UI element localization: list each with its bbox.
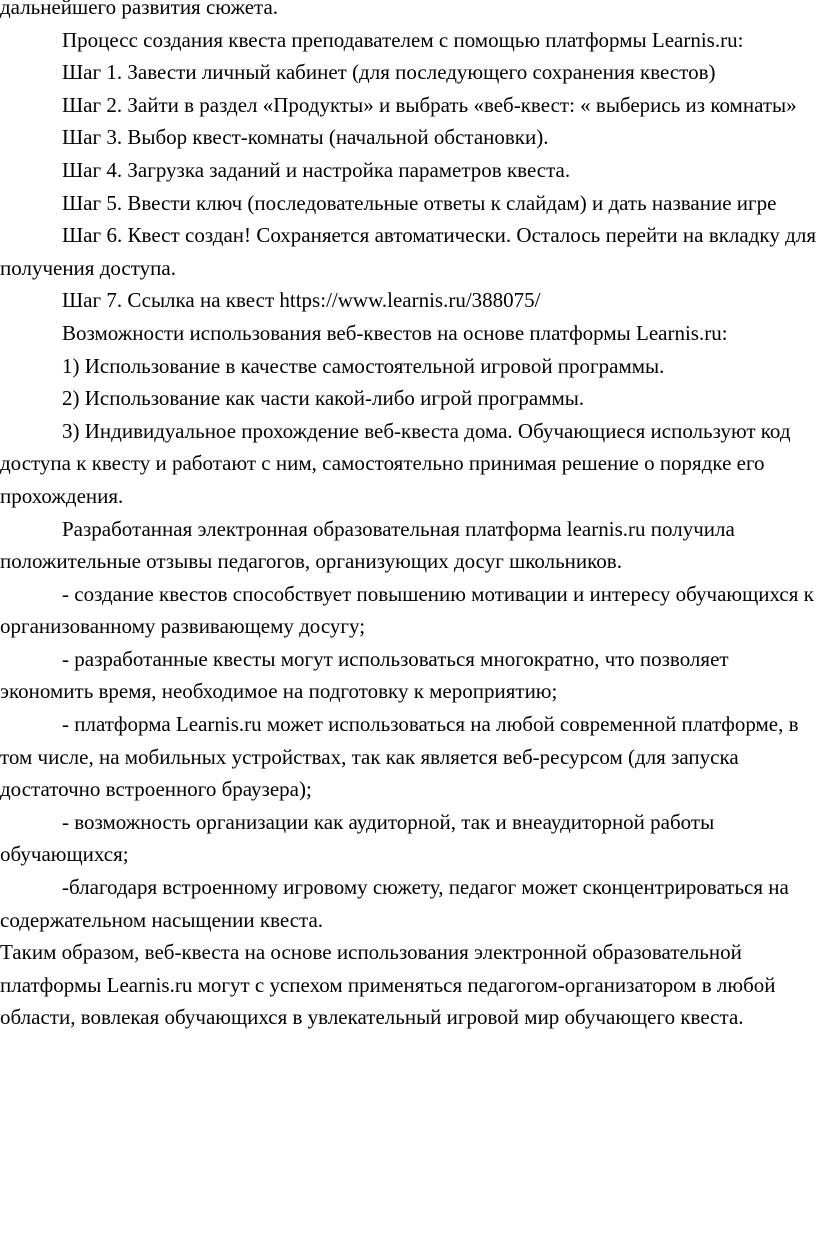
paragraph-step-6: Шаг 6. Квест создан! Сохраняется автоматически. Осталось перейти на вкладку для получения доступа. [0,223,816,280]
list-item-usage-1: 1) Использование в качестве самостоятельной игровой программы. [62,353,665,378]
paragraph-step-7: Шаг 7. Ссылка на квест https://www.learnis.ru/388075/ [62,288,541,313]
list-item-benefit-5: -благодаря встроенному игровому сюжету, педагог может сконцентрироваться на содержательном насыщении квеста. [0,875,789,932]
list-item-usage-3: 3) Индивидуальное прохождение веб-квеста дома. Обучающиеся используют код доступа к квесту и работают с ним, самостоятельно принимая решение о порядке его прохождения. [0,418,791,508]
paragraph-process-intro: Процесс создания квеста преподавателем с помощью платформы Learnis.ru: [62,27,744,52]
paragraph-step-3: Шаг 3. Выбор квест-комнаты (начальной обстановки). [62,125,549,150]
paragraph-step-4: Шаг 4. Загрузка заданий и настройка параметров квеста. [62,157,571,182]
list-item-benefit-2: - разработанные квесты могут использоваться многократно, что позволяет экономить время, необходимое на подготовку к мероприятию; [0,646,729,704]
paragraph-conclusion: Таким образом, веб-квеста на основе использования электронной образовательной платформы Learnis.ru могут с успехом применяться педагогом-организатором в любой области, вовлекая обучающихся в увлекательный игровой мир обучающего квеста. [0,940,776,1030]
list-item-benefit-4: - возможность организации как аудиторной, так и внеаудиторной работы обучающихся; [0,809,715,867]
list-item-benefit-1: - создание квестов способствует повышению мотивации и интересу обучающихся к организованному развивающему досугу; [0,581,814,639]
paragraph-feedback: Разработанная электронная образовательная платформа learnis.ru получила положительные отзывы педагогов, организующих досуг школьников. [0,516,735,574]
paragraph-step-1: Шаг 1. Завести личный кабинет (для последующего сохранения квестов) [62,60,716,85]
paragraph-continuation: дальнейшего развития сюжета. [0,0,279,19]
list-item-usage-2: 2) Использование как части какой-либо игрой программы. [62,386,585,411]
paragraph-step-5: Шаг 5. Ввести ключ (последовательные ответы к слайдам) и дать название игре [62,190,777,215]
paragraph-usage-intro: Возможности использования веб-квестов на основе платформы Learnis.ru: [62,320,728,345]
paragraph-step-2: Шаг 2. Зайти в раздел «Продукты» и выбрать «веб-квест: « выберись из комнаты» [62,92,797,117]
list-item-benefit-3: - платформа Learnis.ru может использоваться на любой современной платформе, в том числе, на мобильных устройствах, так как является веб-ресурсом (для запуска достаточно встроенного браузера); [0,712,799,802]
